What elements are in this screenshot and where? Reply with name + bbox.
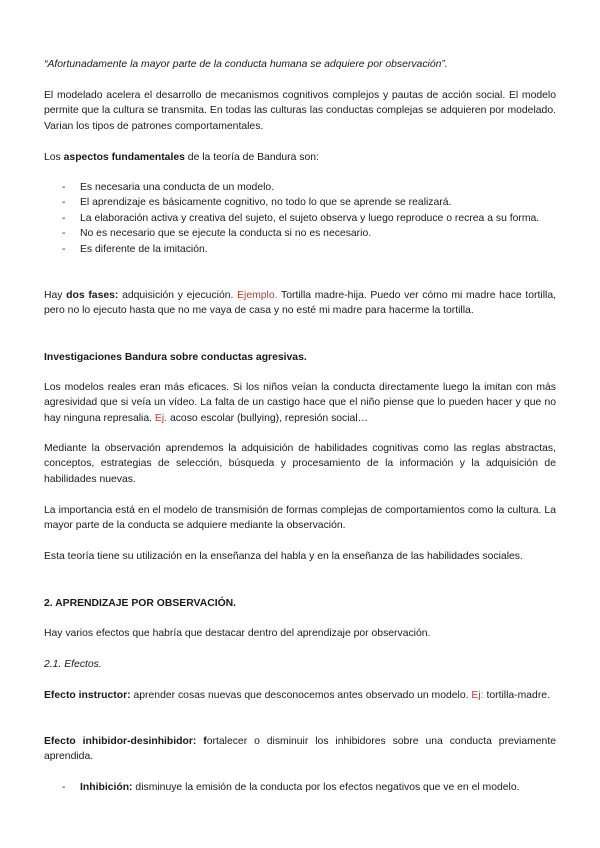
paragraph-modelos: Los modelos reales eran más eficaces. Si los niños veían la conducta directamente luego la imitan con más agresividad que si veía un vídeo. La falta de un castigo hace que el niño piense que lo pueden hacer y que no hay ninguna represalia. Ej. acoso escolar (bullying), represión social… xyxy=(44,382,556,424)
paragraph-fases: Hay dos fases: adquisición y ejecución. Ejemplo. Tortilla madre-hija. Puedo ver cómo mi madre hace tortilla, pero no lo ejecuto hasta que no me vaya de casa y no esté mi madre para hacerme la tortilla. xyxy=(44,290,556,317)
paragraph-efecto-instructor: Efecto instructor: aprender cosas nuevas que desconocemos antes observado un modelo. Ej: tortilla-madre. xyxy=(44,690,550,701)
list-item: - No es necesario que se ejecute la conducta si no es necesario. xyxy=(44,226,556,241)
inhibicion-item: - Inhibición: disminuye la emisión de la conducta por los efectos negativos que ve en el modelo. xyxy=(62,782,520,793)
list-item: - Es necesaria una conducta de un modelo. xyxy=(44,180,556,195)
paragraph-utilizacion: Esta teoría tiene su utilización en la enseñanza del habla y en la enseñanza de las habilidades sociales. xyxy=(44,551,523,562)
investigaciones-heading: Investigaciones Bandura sobre conductas agresivas. xyxy=(44,352,307,363)
subsection-heading: 2.1. Efectos. xyxy=(44,659,102,670)
fases-bold: dos fases: xyxy=(66,290,119,301)
example-label: Ejemplo. xyxy=(237,290,278,301)
paragraph-modelado: El modelado acelera el desarrollo de mecanismos cognitivos complejos y pautas de acción social. El modelo permite que la cultura se transmita. En todas las culturas las conductas complejas se adquieren por modelado. Varian los tipos de patrones comportamentales. xyxy=(44,90,556,132)
list-item: - El aprendizaje es básicamente cognitivo, no todo lo que se aprende se realizará. xyxy=(44,195,556,210)
list-item: - La elaboración activa y creativa del sujeto, el sujeto observa y luego reproduce o recrea a su forma. xyxy=(44,211,556,226)
aspectos-list xyxy=(44,180,556,257)
paragraph-importancia: La importancia está en el modelo de transmisión de formas complejas de comportamientos como la cultura. La mayor parte de la conducta se adquiere mediante la observación. xyxy=(44,505,556,532)
efecto-instructor-bold: Efecto instructor: xyxy=(44,690,131,701)
aspectos-bold: aspectos fundamentales xyxy=(63,152,185,163)
efecto-inhibidor-bold: Efecto inhibidor-desinhibidor: f xyxy=(44,736,207,747)
example-label: Ej: xyxy=(471,690,484,701)
aspectos-intro: Los aspectos fundamentales de la teoría de Bandura son: xyxy=(44,152,319,163)
paragraph-efectos-intro: Hay varios efectos que habría que destacar dentro del aprendizaje por observación. xyxy=(44,628,431,639)
example-label: Ej. xyxy=(154,412,168,424)
list-item: - Es diferente de la imitación. xyxy=(44,242,556,257)
paragraph-efecto-inhibidor: Efecto inhibidor-desinhibidor: fortalecer o disminuir los inhibidores sobre una conducta previamente aprendida. xyxy=(44,736,556,763)
section-2-heading: 2. APRENDIZAJE POR OBSERVACIÓN. xyxy=(44,598,237,609)
inhibicion-bold: Inhibición: xyxy=(80,782,133,793)
paragraph-observacion: Mediante la observación aprendemos la adquisición de habilidades cognitivas como las reglas abstractas, conceptos, estrategias de selección, búsqueda y procesamiento de la información y la adquisición de habilidades nuevas. xyxy=(44,443,556,485)
opening-quote: “Afortunadamente la mayor parte de la conducta humana se adquiere por observación”. xyxy=(44,59,448,70)
